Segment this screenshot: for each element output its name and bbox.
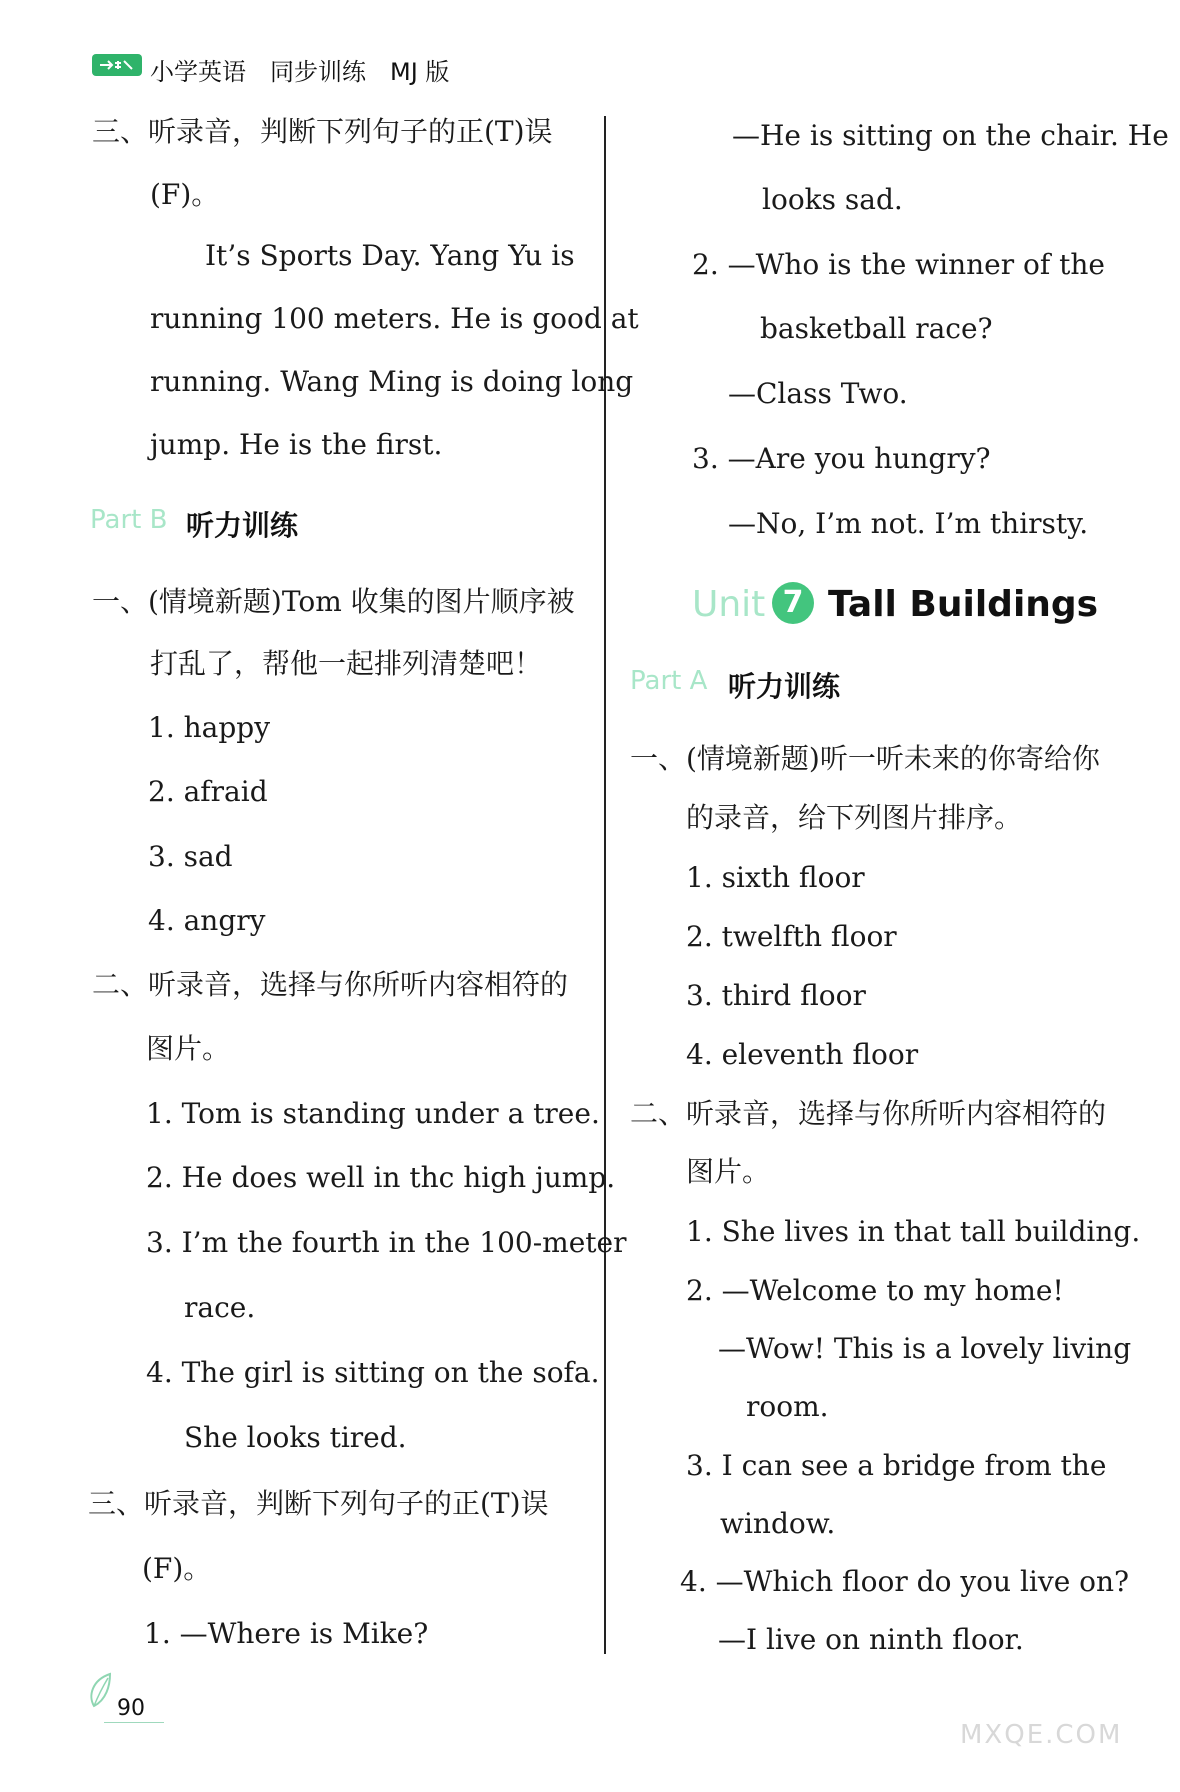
unit-label: Unit [692,584,766,625]
section-1-heading: 一、(情境新题)听一听未来的你寄给你 [630,742,1100,775]
list-item: 4. The girl is sitting on the sofa. [146,1356,600,1389]
dialog-line: —He is sitting on the chair. He [732,119,1169,152]
leaf-icon [86,1670,116,1710]
part-a-tag: Part A [630,666,708,696]
list-item: 2. He does well in thc high jump. [146,1161,616,1194]
list-item: 1. She lives in that tall building. [686,1215,1141,1248]
list-item: 1. —Where is Mike? [144,1617,429,1650]
section-2-heading: 二、听录音，选择与你所听内容相符的 [92,968,569,1001]
list-item-cont: She looks tired. [184,1421,407,1454]
section-2-heading-cont: 图片。 [146,1032,231,1065]
list-item: 3. sad [148,840,233,873]
part-b-tag: Part B [90,505,168,535]
book-title: 小学英语 同步训练 MJ 版 [150,58,450,86]
passage-line: jump. He is the first. [150,428,443,461]
section-2-heading: 二、听录音，选择与你所听内容相符的 [630,1097,1107,1130]
dialog-line: looks sad. [762,183,903,216]
dialog-line: 2. —Who is the winner of the [692,248,1105,281]
list-item: 4. eleventh floor [686,1038,919,1071]
list-item: 4. —Which floor do you live on? [680,1565,1130,1598]
list-item: 2. afraid [148,775,268,808]
list-item: 4. angry [148,904,266,937]
page-number: 90 [117,1696,145,1721]
watermark: MXQE.COM [960,1720,1123,1750]
section-2-heading-cont: 图片。 [686,1155,771,1188]
list-item: 3. I’m the fourth in the 100-meter [146,1226,627,1259]
passage-line: running. Wang Ming is doing long [150,365,634,398]
list-item-cont: —I live on ninth floor. [718,1623,1024,1656]
footer-rule [104,1722,164,1723]
list-item: 3. I can see a bridge from the [686,1449,1107,1482]
column-divider [604,116,606,1654]
section-1-heading-cont: 打乱了，帮他一起排列清楚吧！ [150,647,543,680]
list-item: 2. twelfth floor [686,920,897,953]
list-item-cont: race. [184,1291,256,1324]
passage-line: running 100 meters. He is good at [150,302,639,335]
list-item: 1. sixth floor [686,861,865,894]
unit-number-badge: 7 [772,582,814,624]
dialog-line: basketball race? [760,312,993,345]
book-logo-icon [92,54,142,76]
list-item-cont: —Wow! This is a lovely living [718,1332,1132,1365]
section-3b-heading: 三、听录音，判断下列句子的正(T)误 [88,1487,549,1520]
dialog-line: 3. —Are you hungry? [692,442,991,475]
list-item: 3. third floor [686,979,866,1012]
dialog-line: —No, I’m not. I’m thirsty. [728,507,1089,540]
section-3-heading: 三、听录音，判断下列句子的正(T)误 [92,115,553,148]
list-item-cont: window. [720,1507,836,1540]
section-1-heading: 一、(情境新题)Tom 收集的图片顺序被 [92,585,575,618]
list-item: 1. Tom is standing under a tree. [146,1097,600,1130]
part-a-title: 听力训练 [728,670,841,703]
list-item: 1. happy [148,711,271,744]
unit-title: Tall Buildings [828,584,1099,625]
section-3b-heading-cont: (F)。 [142,1552,212,1585]
list-item: 2. —Welcome to my home! [686,1274,1064,1307]
section-3-heading-cont: (F)。 [150,178,220,211]
dialog-line: —Class Two. [728,377,908,410]
section-1-heading-cont: 的录音，给下列图片排序。 [686,801,1023,834]
list-item-cont: room. [746,1390,829,1423]
passage-line: It’s Sports Day. Yang Yu is [205,239,575,272]
part-b-title: 听力训练 [186,509,299,542]
